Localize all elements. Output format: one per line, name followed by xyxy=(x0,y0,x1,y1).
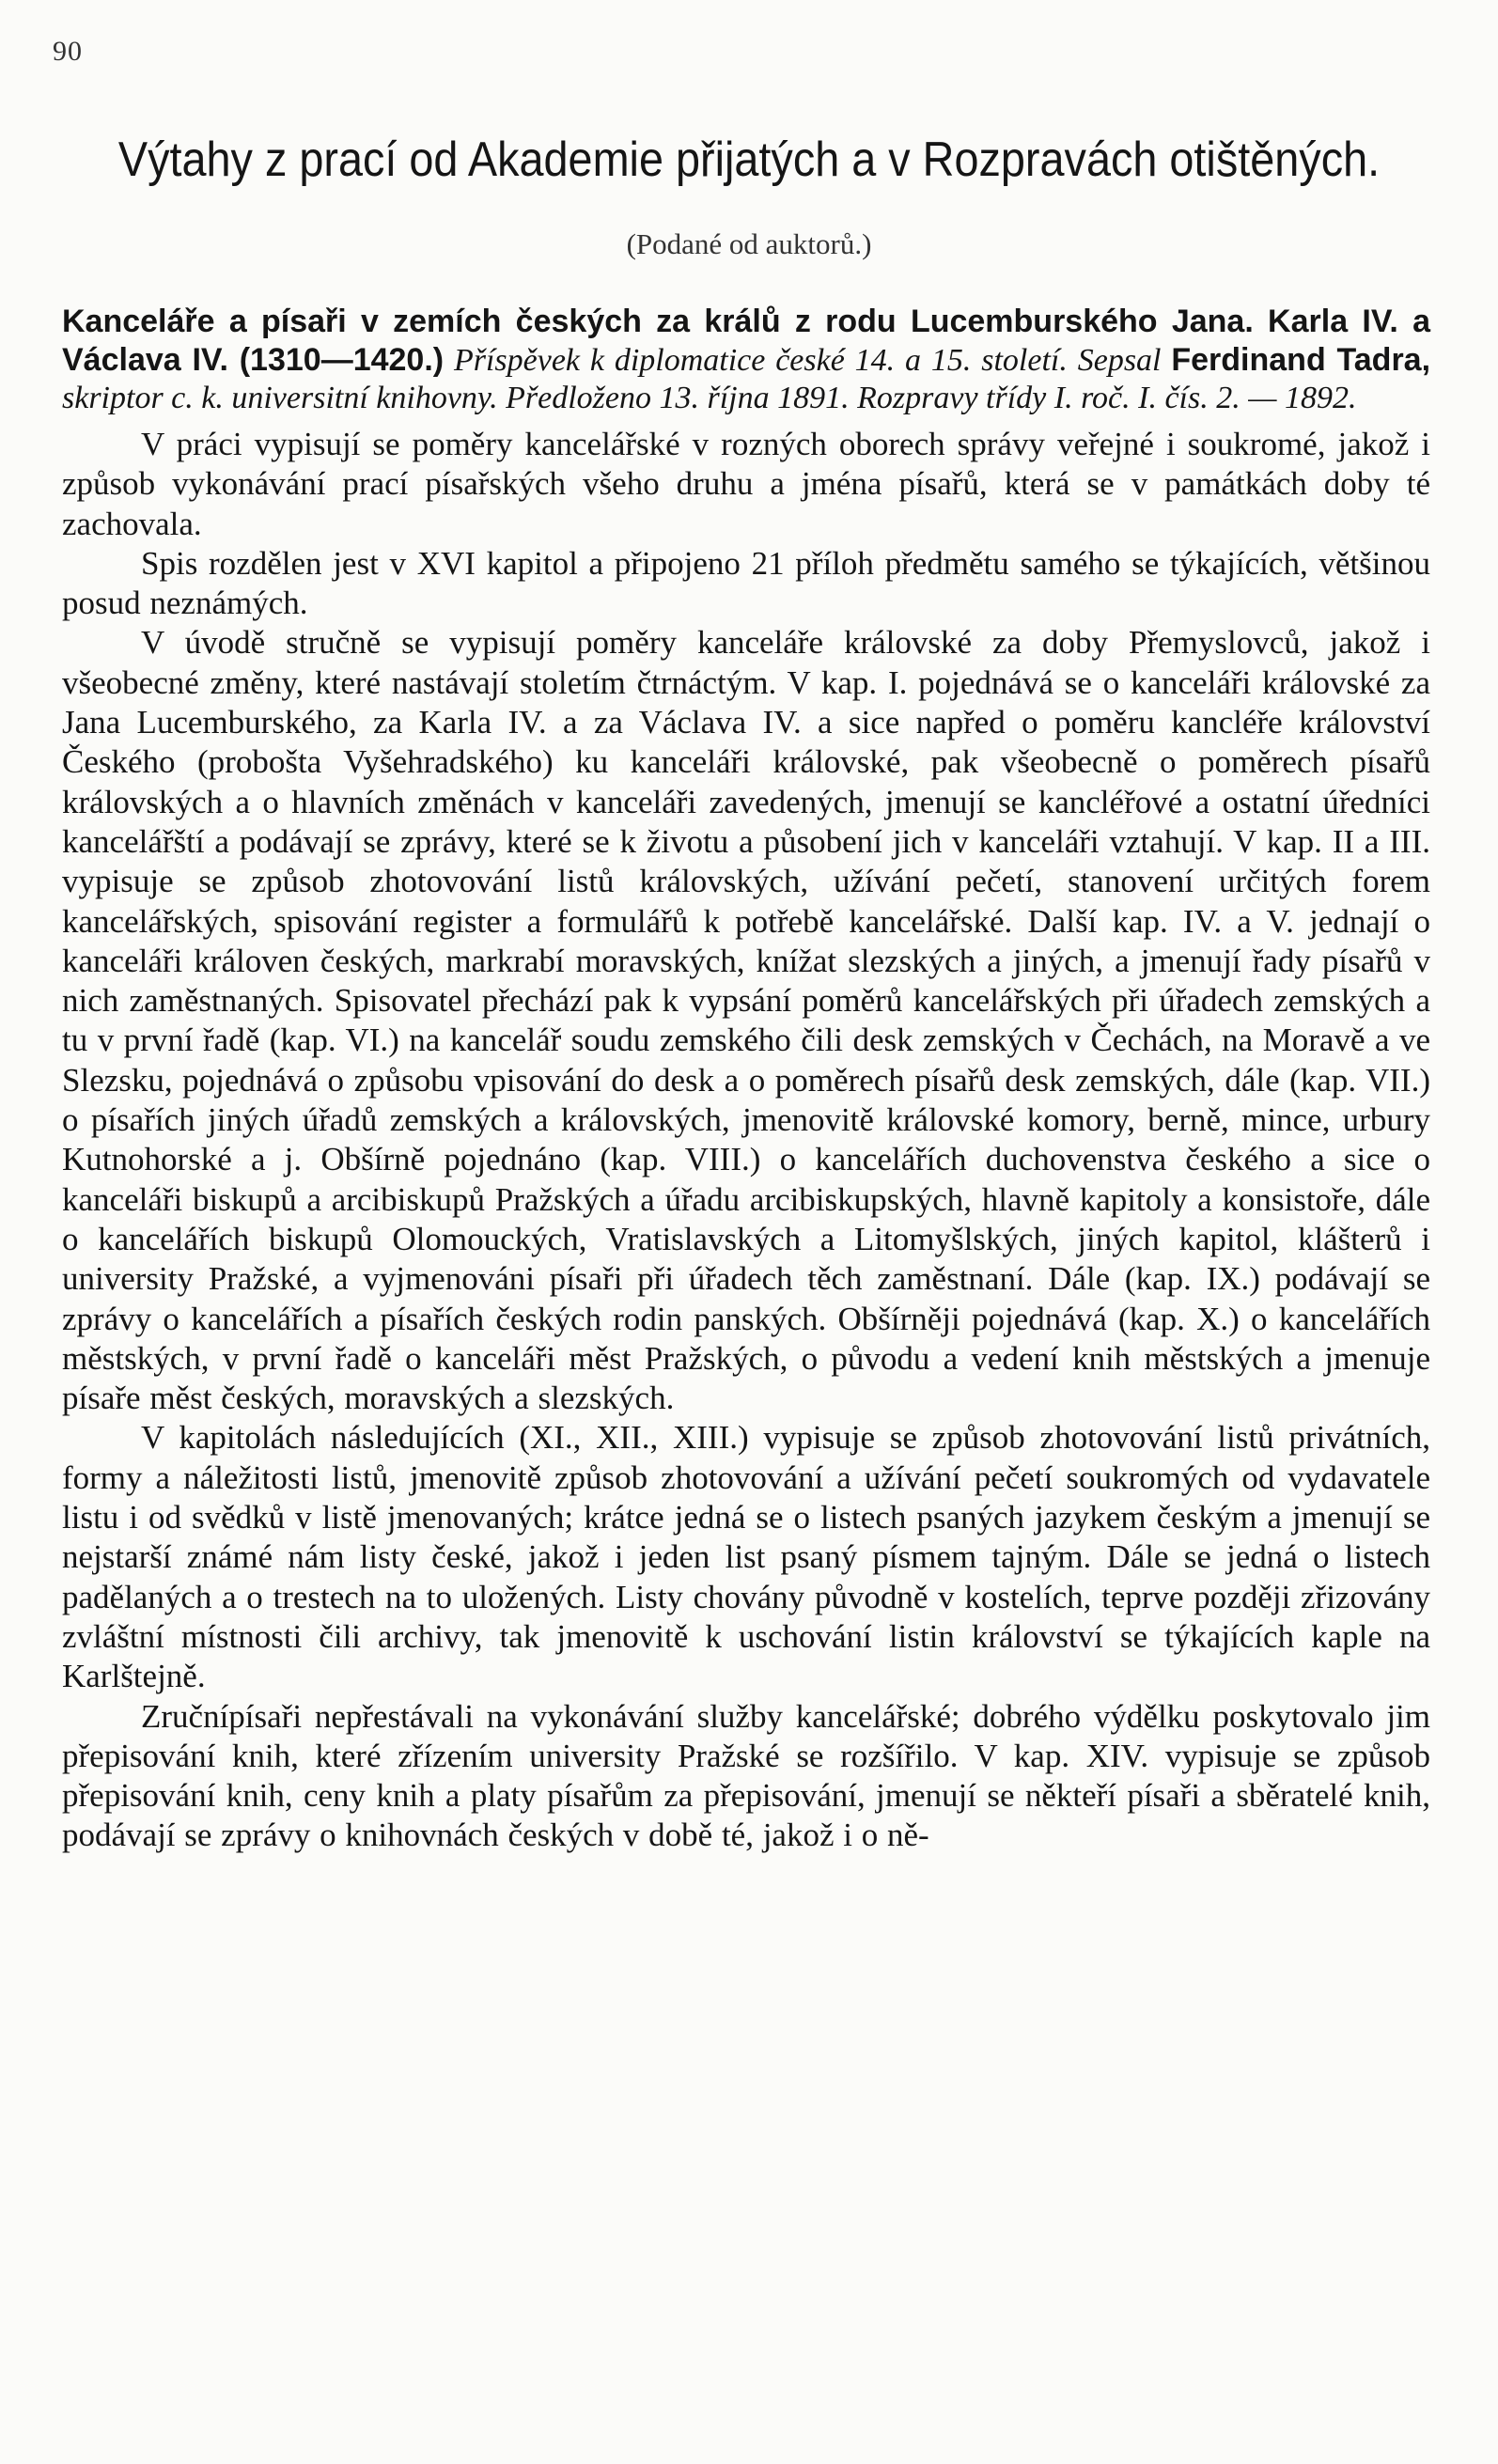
page-subtitle: (Podané od auktorů.) xyxy=(626,227,872,260)
page-title: Výtahy z prací od Akademie přijatých a v Rozpravách otištěných. xyxy=(117,133,1381,187)
article-publication-note: skriptor c. k. universitní knihovny. Předloženo 13. října 1891. Rozpravy třídy I. roč. I. čís. 2. — 1892. xyxy=(62,381,1357,415)
article-heading xyxy=(62,303,1430,417)
paragraph: V práci vypisují se poměry kancelářské v rozných oborech správy veřejné i soukromé, jakož i způsob vykonávání prací písařských všeho druhu a jména písařů, která se v památkách doby té zachovala. xyxy=(62,426,1430,542)
article-author: Ferdinand Tadra, xyxy=(1171,342,1431,378)
article-title: Kanceláře a písaři v zemích českých za králů z rodu Lucemburského Jana. Karla IV. a Václava IV. (1310—1420.) xyxy=(62,304,1430,378)
paragraph: V kapitolách následujících (XI., XII., XIII.) vypisuje se způsob zhotovování listů privátních, formy a náležitosti listů, jmenovitě způsob zhotovování a užívání pečetí soukromých od vydavatele listu i od svědků v listě jmenovaných; krátce jedná se o listech psaných jazykem českým a jmenují se nejstarší známé nám listy české, jakož i jeden list psaný písmem tajným. Dále se jedná o listech padělaných a o trestech na to uložených. Listy chovány původně v kostelích, teprve později zřizovány zvláštní místnosti čili archivy, tak jmenovitě k uschování listin království se týkajících kaple na Karlštejně. xyxy=(62,1419,1430,1695)
paragraph: Zručnípísaři nepřestávali na vykonávání služby kancelářské; dobrého výdělku poskytovalo jim přepisování knih, které zřízením university Pražské se rozšířilo. V kap. XIV. vypisuje se způsob přepisování knih, ceny knih a platy písařům za přepisování, jmenují se někteří písaři a sběratelé knih, podávají se zprávy o knihovnách českých v době té, jakož i o ně- xyxy=(62,1697,1430,1854)
paragraph: Spis rozdělen jest v XVI kapitol a připojeno 21 příloh předmětu samého se týkajících, většinou posud neznámých. xyxy=(62,544,1430,622)
paragraph: V úvodě stručně se vypisují poměry kanceláře královské za doby Přemyslovců, jakož i všeobecné změny, které nastávají stoletím čtrnáctým. V kap. I. pojednává se o kanceláři královské za Jana Lucemburského, za Karla IV. a za Václava IV. a sice napřed o poměru kancléře království Českého (probošta Vyšehradského) ku kanceláři královské, pak všeobecně o poměrech písařů královských a o hlavních změnách v kanceláři zavedených, jmenují se kancléřové a ostatní úředníci kancelářští a podávají se zprávy, které se k životu a působení jich v kanceláři vztahují. V kap. II a III. vypisuje se způsob zhotovování listů královských, užívání pečetí, stanovení určitých forem kancelářských, spisování register a formulářů k potřebě kancelářské. Další kap. IV. a V. jednají o kanceláři královen českých, markrabí moravských, knížat slezských a jiných, a jmenují řady písařů v nich zaměstnaných. Spisovatel přechází pak k vypsání poměrů kancelářských při úřadech zemských a tu v první řadě (kap. VI.) na kancelář soudu zemského čili desk zemských v Čechách, na Moravě a ve Slezsku, pojednává o způsobu vpisování do desk a o poměrech písařů desk zemských, dále (kap. VII.) o písařích jiných úřadů zemských a královských, jmenovitě královské komory, berně, mince, urbury Kutnohorské a j. Obšírně pojednáno (kap. VIII.) o kancelářích duchovenstva českého a sice o kanceláři biskupů a arcibiskupů Pražských a úřadu arcibiskupských, hlavně kapitoly a konsistoře, dále o kancelářích biskupů Olomouckých, Vratislavských a Litomyšlských, jiných kapitol, klášterů i university Pražské, a vyjmenováni písaři při úřadech těch zaměstnaní. Dále (kap. IX.) podávají se zprávy o kancelářích a písařích českých rodin panských. Obšírněji pojednává (kap. X.) o kancelářích městských, v první řadě o kanceláři měst Pražských, o původu a vedení knih městských a jmenuje písaře měst českých, moravských a slezských. xyxy=(62,624,1430,1417)
article-series-note: Příspěvek k diplomatice české 14. a 15. století. Sepsal xyxy=(453,343,1162,378)
page-number: 90 xyxy=(53,36,83,67)
article xyxy=(62,303,1430,1856)
